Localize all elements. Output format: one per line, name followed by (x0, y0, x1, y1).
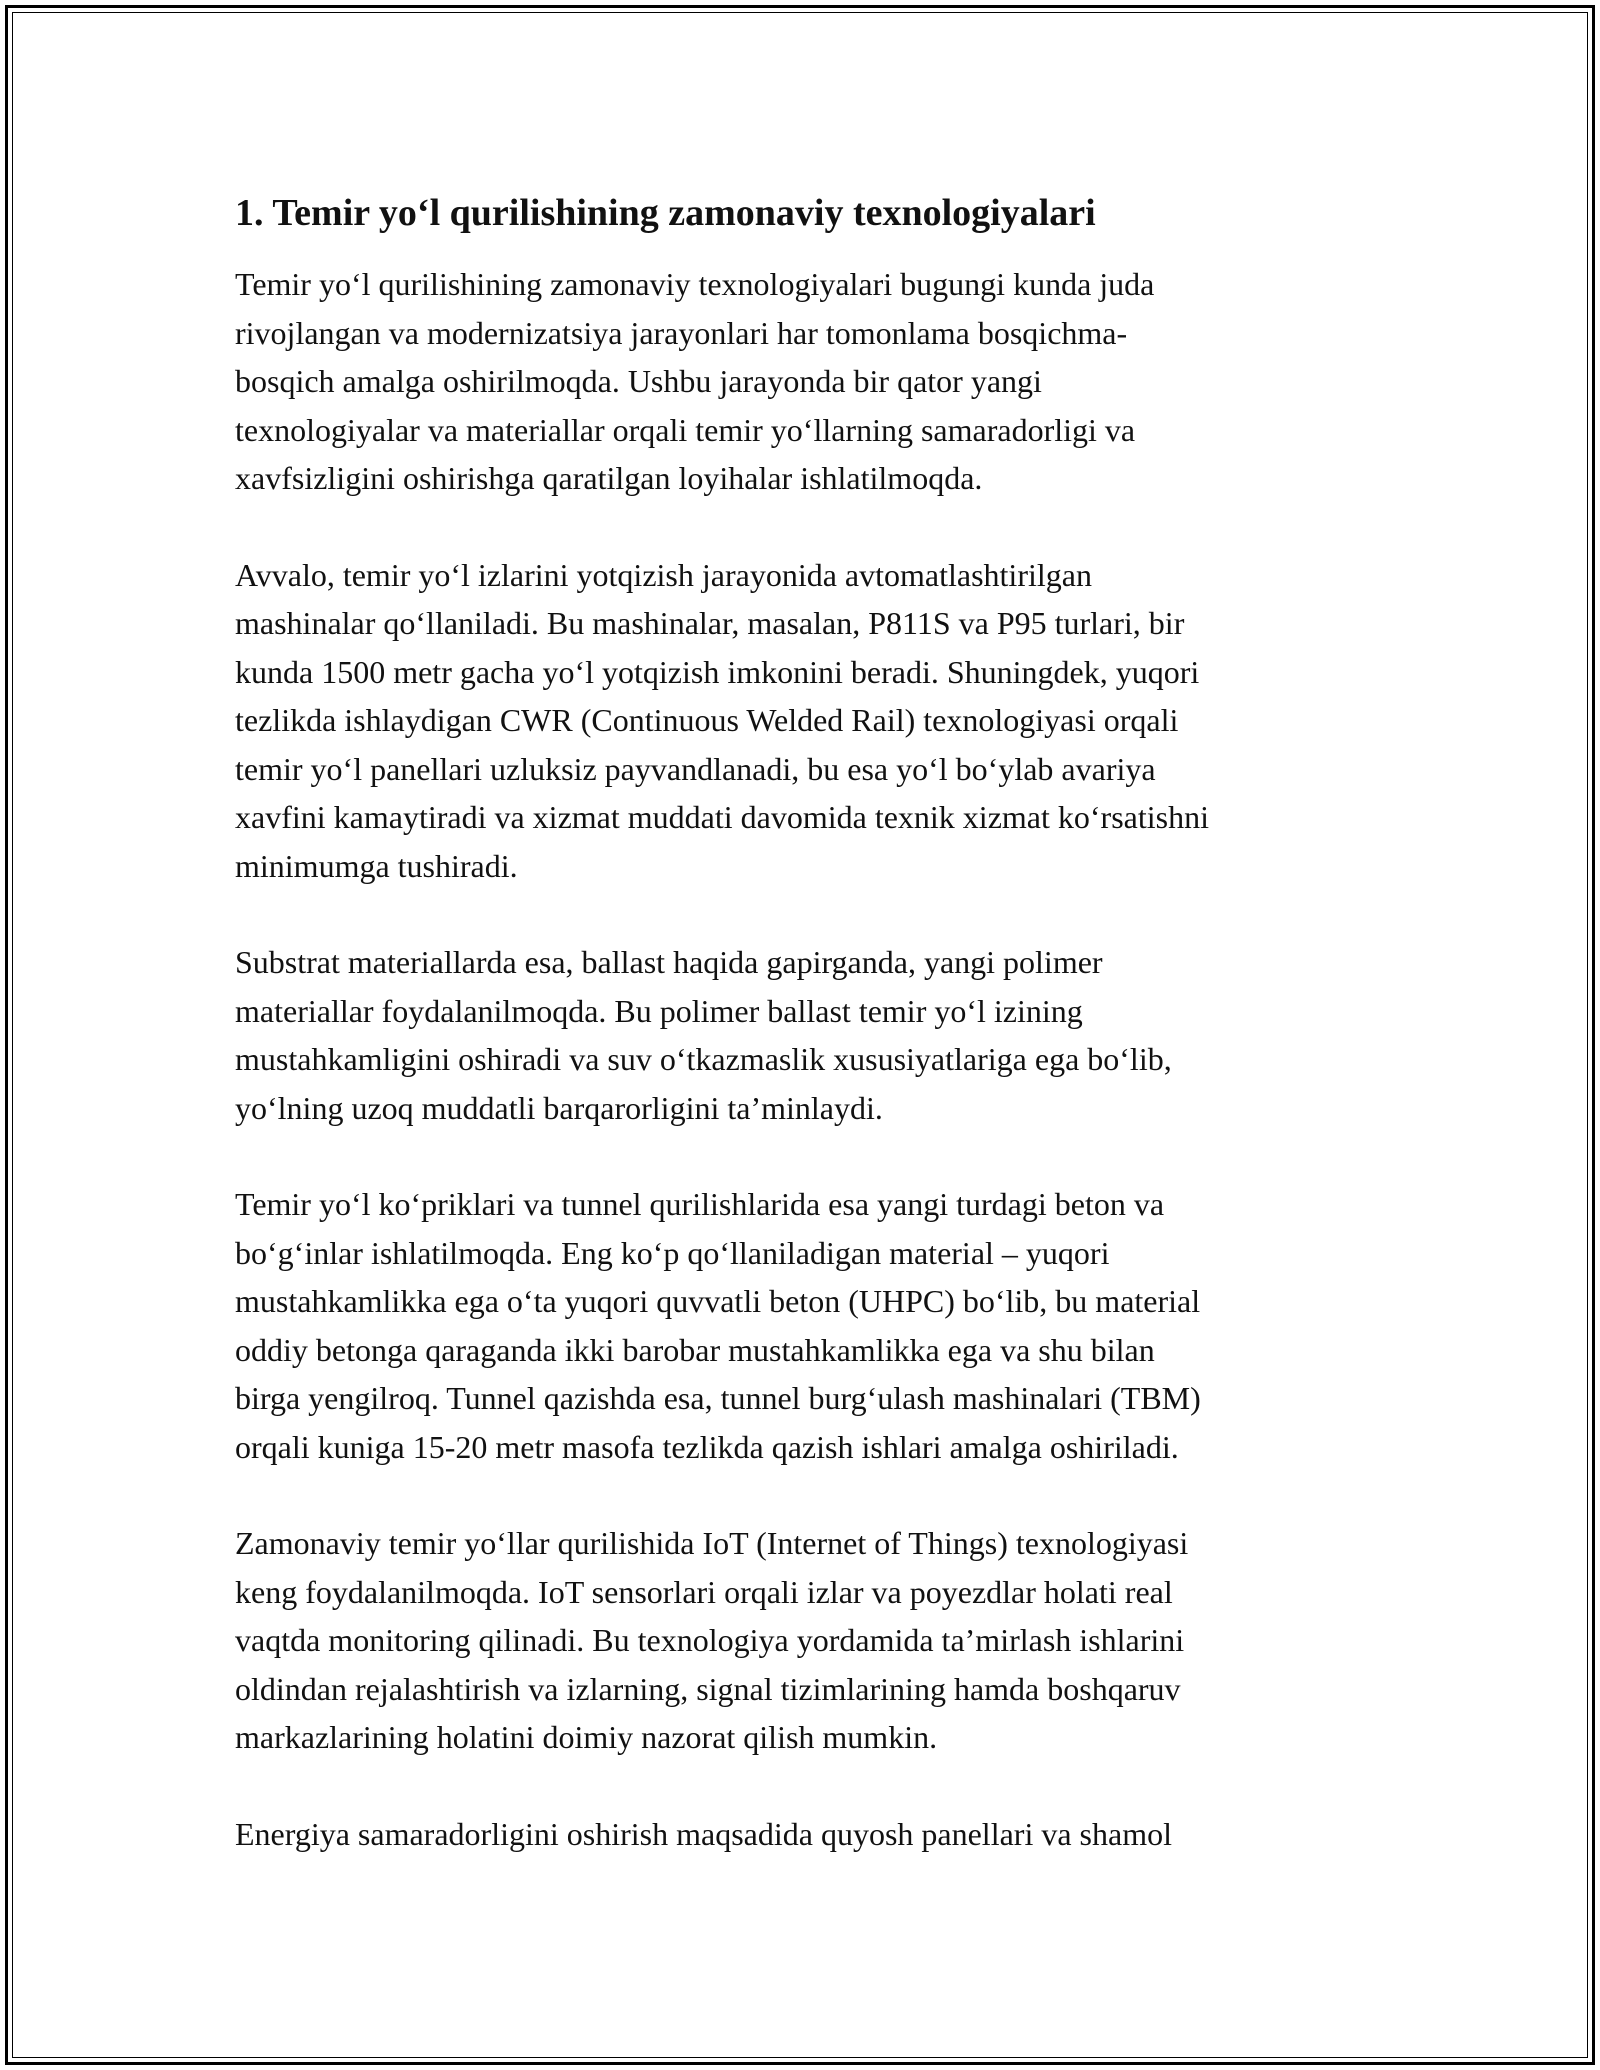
paragraph-bridges-tunnels: Temir yo‘l ko‘priklari va tunnel qurilishlarida esa yangi turdagi beton va bo‘g‘inlar ishlatilmoqda. Eng ko‘p qo‘llaniladigan material – yuqori mustahkamlikka ega o‘ta yuqori quvvatli beton (UHPC) bo‘lib, bu material oddiy betonga qaraganda ikki barobar mustahkamlikka ega va shu bilan birga yengilroq. Tunnel qazishda esa, tunnel burg‘ulash mashinalari (TBM) orqali kuniga 15-20 metr masofa tezlikda qazish ishlari amalga oshiriladi. (235, 1186, 1201, 1465)
section-heading: 1. Temir yo‘l qurilishining zamonaviy texnologiyalari (235, 192, 1096, 234)
paragraph-ballast: Substrat materiallarda esa, ballast haqida gapirganda, yangi polimer materiallar foydalanilmoqda. Bu polimer ballast temir yo‘l izining mustahkamligini oshiradi va suv o‘tkazmaslik xususiyatlariga ega bo‘lib, yo‘lning uzoq muddatli barqarorligini ta’minlaydi. (235, 944, 1172, 1126)
paragraph-energy: Energiya samaradorligini oshirish maqsadida quyosh panellari va shamol (235, 1815, 1172, 1852)
document-body (235, 188, 1365, 1906)
paragraph-track-laying: Avvalo, temir yo‘l izlarini yotqizish jarayonida avtomatlashtirilgan mashinalar qo‘llaniladi. Bu mashinalar, masalan, P811S va P95 turlari, bir kunda 1500 metr gacha yo‘l yotqizish imkonini beradi. Shuningdek, yuqori tezlikda ishlaydigan CWR (Continuous Welded Rail) texnologiyasi orqali temir yo‘l panellari uzluksiz payvandlanadi, bu esa yo‘l bo‘ylab avariya xavfini kamaytiradi va xizmat muddati davomida texnik xizmat ko‘rsatishni minimumga tushiradi. (235, 556, 1209, 884)
paragraph-intro: Temir yo‘l qurilishining zamonaviy texnologiyalari bugungi kunda juda rivojlangan va modernizatsiya jarayonlari har tomonlama bosqichma- bosqich amalga oshirilmoqda. Ushbu jarayonda bir qator yangi texnologiyalar va materiallar orqali temir yo‘llarning samaradorligi va xavfsizligini oshirishga qaratilgan loyihalar ishlatilmoqda. (235, 266, 1155, 496)
paragraph-iot: Zamonaviy temir yo‘llar qurilishida IoT (Internet of Things) texnologiyasi keng foydalanilmoqda. IoT sensorlari orqali izlar va poyezdlar holati real vaqtda monitoring qilinadi. Bu texnologiya yordamida ta’mirlash ishlarini oldindan rejalashtirish va izlarning, signal tizimlarining hamda boshqaruv markazlarining holatini doimiy nazorat qilish mumkin. (235, 1525, 1189, 1755)
